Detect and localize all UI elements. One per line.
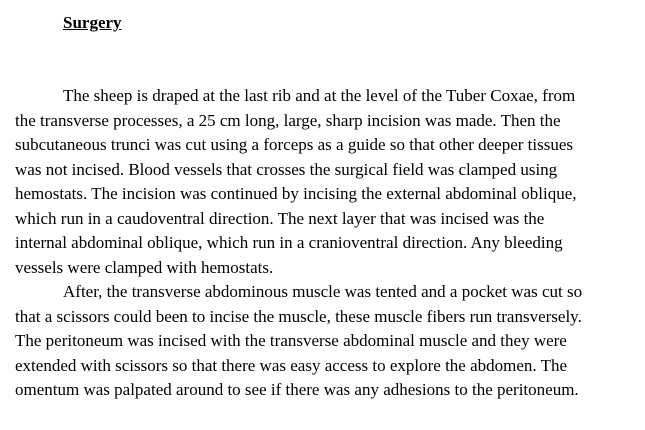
paragraph-line: internal abdominal oblique, which run in a cranioventral direction. Any bleeding	[15, 233, 563, 252]
paragraph-1	[15, 84, 643, 280]
section-heading: Surgery	[63, 13, 122, 32]
paragraph-line: subcutaneous trunci was cut using a forceps as a guide so that other deeper tissues	[15, 135, 574, 154]
paragraph-line: which run in a caudoventral direction. The next layer that was incised was the	[15, 208, 545, 228]
paragraph-line: The sheep is draped at the last rib and at the level of the Tuber Coxae, from	[63, 86, 576, 105]
paragraph-line: vessels were clamped with hemostats.	[15, 257, 274, 277]
paragraph-line: hemostats. The incision was continued by incising the external abdominal oblique,	[15, 184, 577, 203]
paragraph-line: extended with scissors so that there was easy access to explore the abdomen. The	[15, 355, 568, 375]
paragraph-line: omentum was palpated around to see if there was any adhesions to the peritoneum.	[15, 380, 579, 399]
paragraph-line: the transverse processes, a 25 cm long, large, sharp incision was made. Then the	[15, 110, 561, 130]
paragraph-2	[15, 280, 643, 403]
paragraph-line: After, the transverse abdominous muscle was tented and a pocket was cut so	[63, 282, 583, 301]
document-body	[15, 84, 643, 403]
paragraph-line: was not incised. Blood vessels that crosses the surgical field was clamped using	[15, 159, 558, 179]
paragraph-line: that a scissors could been to incise the muscle, these muscle fibers run transversely.	[15, 306, 582, 326]
paragraph-line: The peritoneum was incised with the transverse abdominal muscle and they were	[15, 331, 567, 350]
